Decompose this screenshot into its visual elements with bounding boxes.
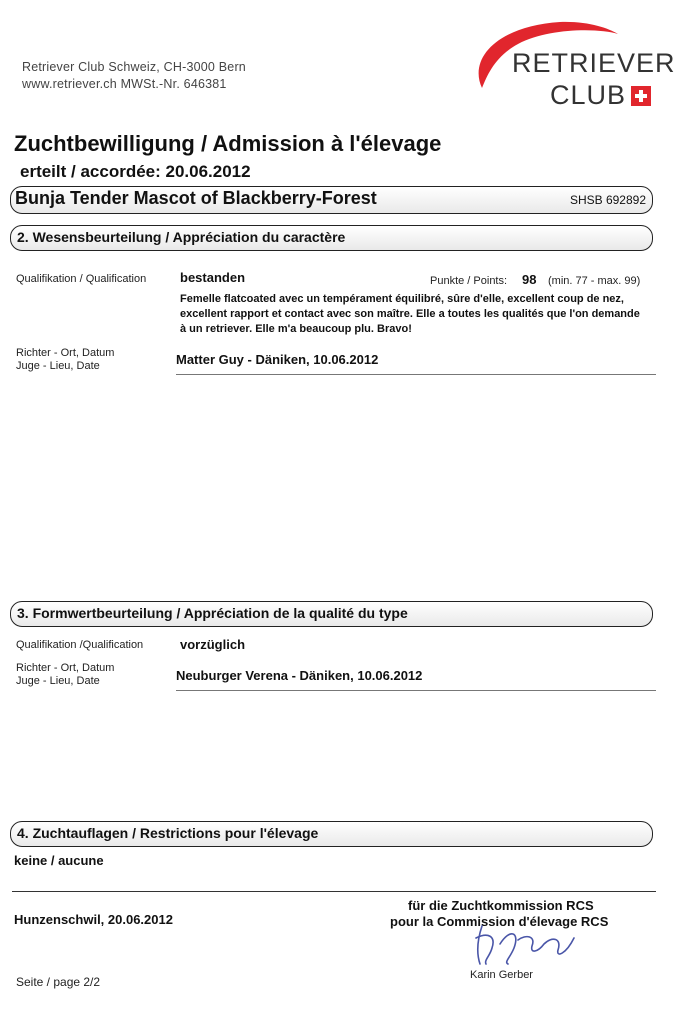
- section-3-header: [10, 601, 653, 627]
- section-3-title: 3. Formwertbeurteilung / Appréciation de la qualité du type: [17, 605, 408, 621]
- points-label: Punkte / Points:: [430, 275, 508, 287]
- signer-name: Karin Gerber: [470, 969, 533, 981]
- section-3-qualification-label: Qualifikation /Qualification: [16, 639, 144, 651]
- logo-text-retriever: RETRIEVER: [512, 48, 676, 78]
- section-4-header: [10, 821, 653, 847]
- section-3-judge-label-1: Richter - Ort, Datum: [16, 662, 115, 674]
- dog-name: Bunja Tender Mascot of Blackberry-Forest: [15, 188, 377, 208]
- swiss-cross-icon: [631, 86, 651, 106]
- comment-line-2: excellent rapport et contact avec son maître. Elle a toutes les qualités que l'on demande: [180, 308, 640, 320]
- document-title: Zuchtbewilligung / Admission à l'élevage: [14, 131, 442, 156]
- issue-date: erteilt / accordée: 20.06.2012: [20, 162, 251, 181]
- section-3-judge-value: Neuburger Verena - Däniken, 10.06.2012: [176, 668, 423, 683]
- place-and-date: Hunzenschwil, 20.06.2012: [14, 912, 173, 927]
- retriever-club-logo: [468, 18, 676, 118]
- section-2-qualification-label: Qualifikation / Qualification: [16, 273, 147, 285]
- commission-line-1: für die Zuchtkommission RCS: [408, 898, 594, 913]
- section-3-divider: [176, 690, 656, 691]
- section-2-judge-label-1: Richter - Ort, Datum: [16, 347, 115, 359]
- dog-name-box: [10, 186, 653, 214]
- section-3-judge-label-2: Juge - Lieu, Date: [16, 675, 100, 687]
- section-2-divider: [176, 374, 656, 375]
- club-address-line1: Retriever Club Schweiz, CH-3000 Bern: [22, 60, 246, 74]
- section-2-header: [10, 225, 653, 251]
- section-2-judge-label-2: Juge - Lieu, Date: [16, 360, 100, 372]
- section-2-qualification-value: bestanden: [180, 270, 246, 285]
- comment-line-1: Femelle flatcoated avec un tempérament équilibré, sûre d'elle, excellent coup de nez,: [180, 293, 624, 305]
- comment-line-3: à un retriever. Elle m'a beaucoup plu. Bravo!: [180, 323, 412, 335]
- restrictions-value: keine / aucune: [14, 853, 104, 868]
- logo-text-club: CLUB: [550, 80, 627, 110]
- points-range: (min. 77 - max. 99): [548, 275, 641, 287]
- points-value: 98: [522, 272, 537, 287]
- club-address-line2: www.retriever.ch MWSt.-Nr. 646381: [22, 77, 227, 91]
- commission-line-2: pour la Commission d'élevage RCS: [390, 914, 609, 929]
- page-number: Seite / page 2/2: [16, 975, 101, 989]
- section-3-qualification-value: vorzüglich: [180, 637, 246, 652]
- section-4-title: 4. Zuchtauflagen / Restrictions pour l'élevage: [17, 825, 319, 841]
- footer-divider: [12, 891, 656, 892]
- section-2-title: 2. Wesensbeurteilung / Appréciation du caractère: [17, 229, 346, 245]
- section-2-judge-value: Matter Guy - Däniken, 10.06.2012: [176, 352, 379, 367]
- registration-number: SHSB 692892: [569, 193, 646, 207]
